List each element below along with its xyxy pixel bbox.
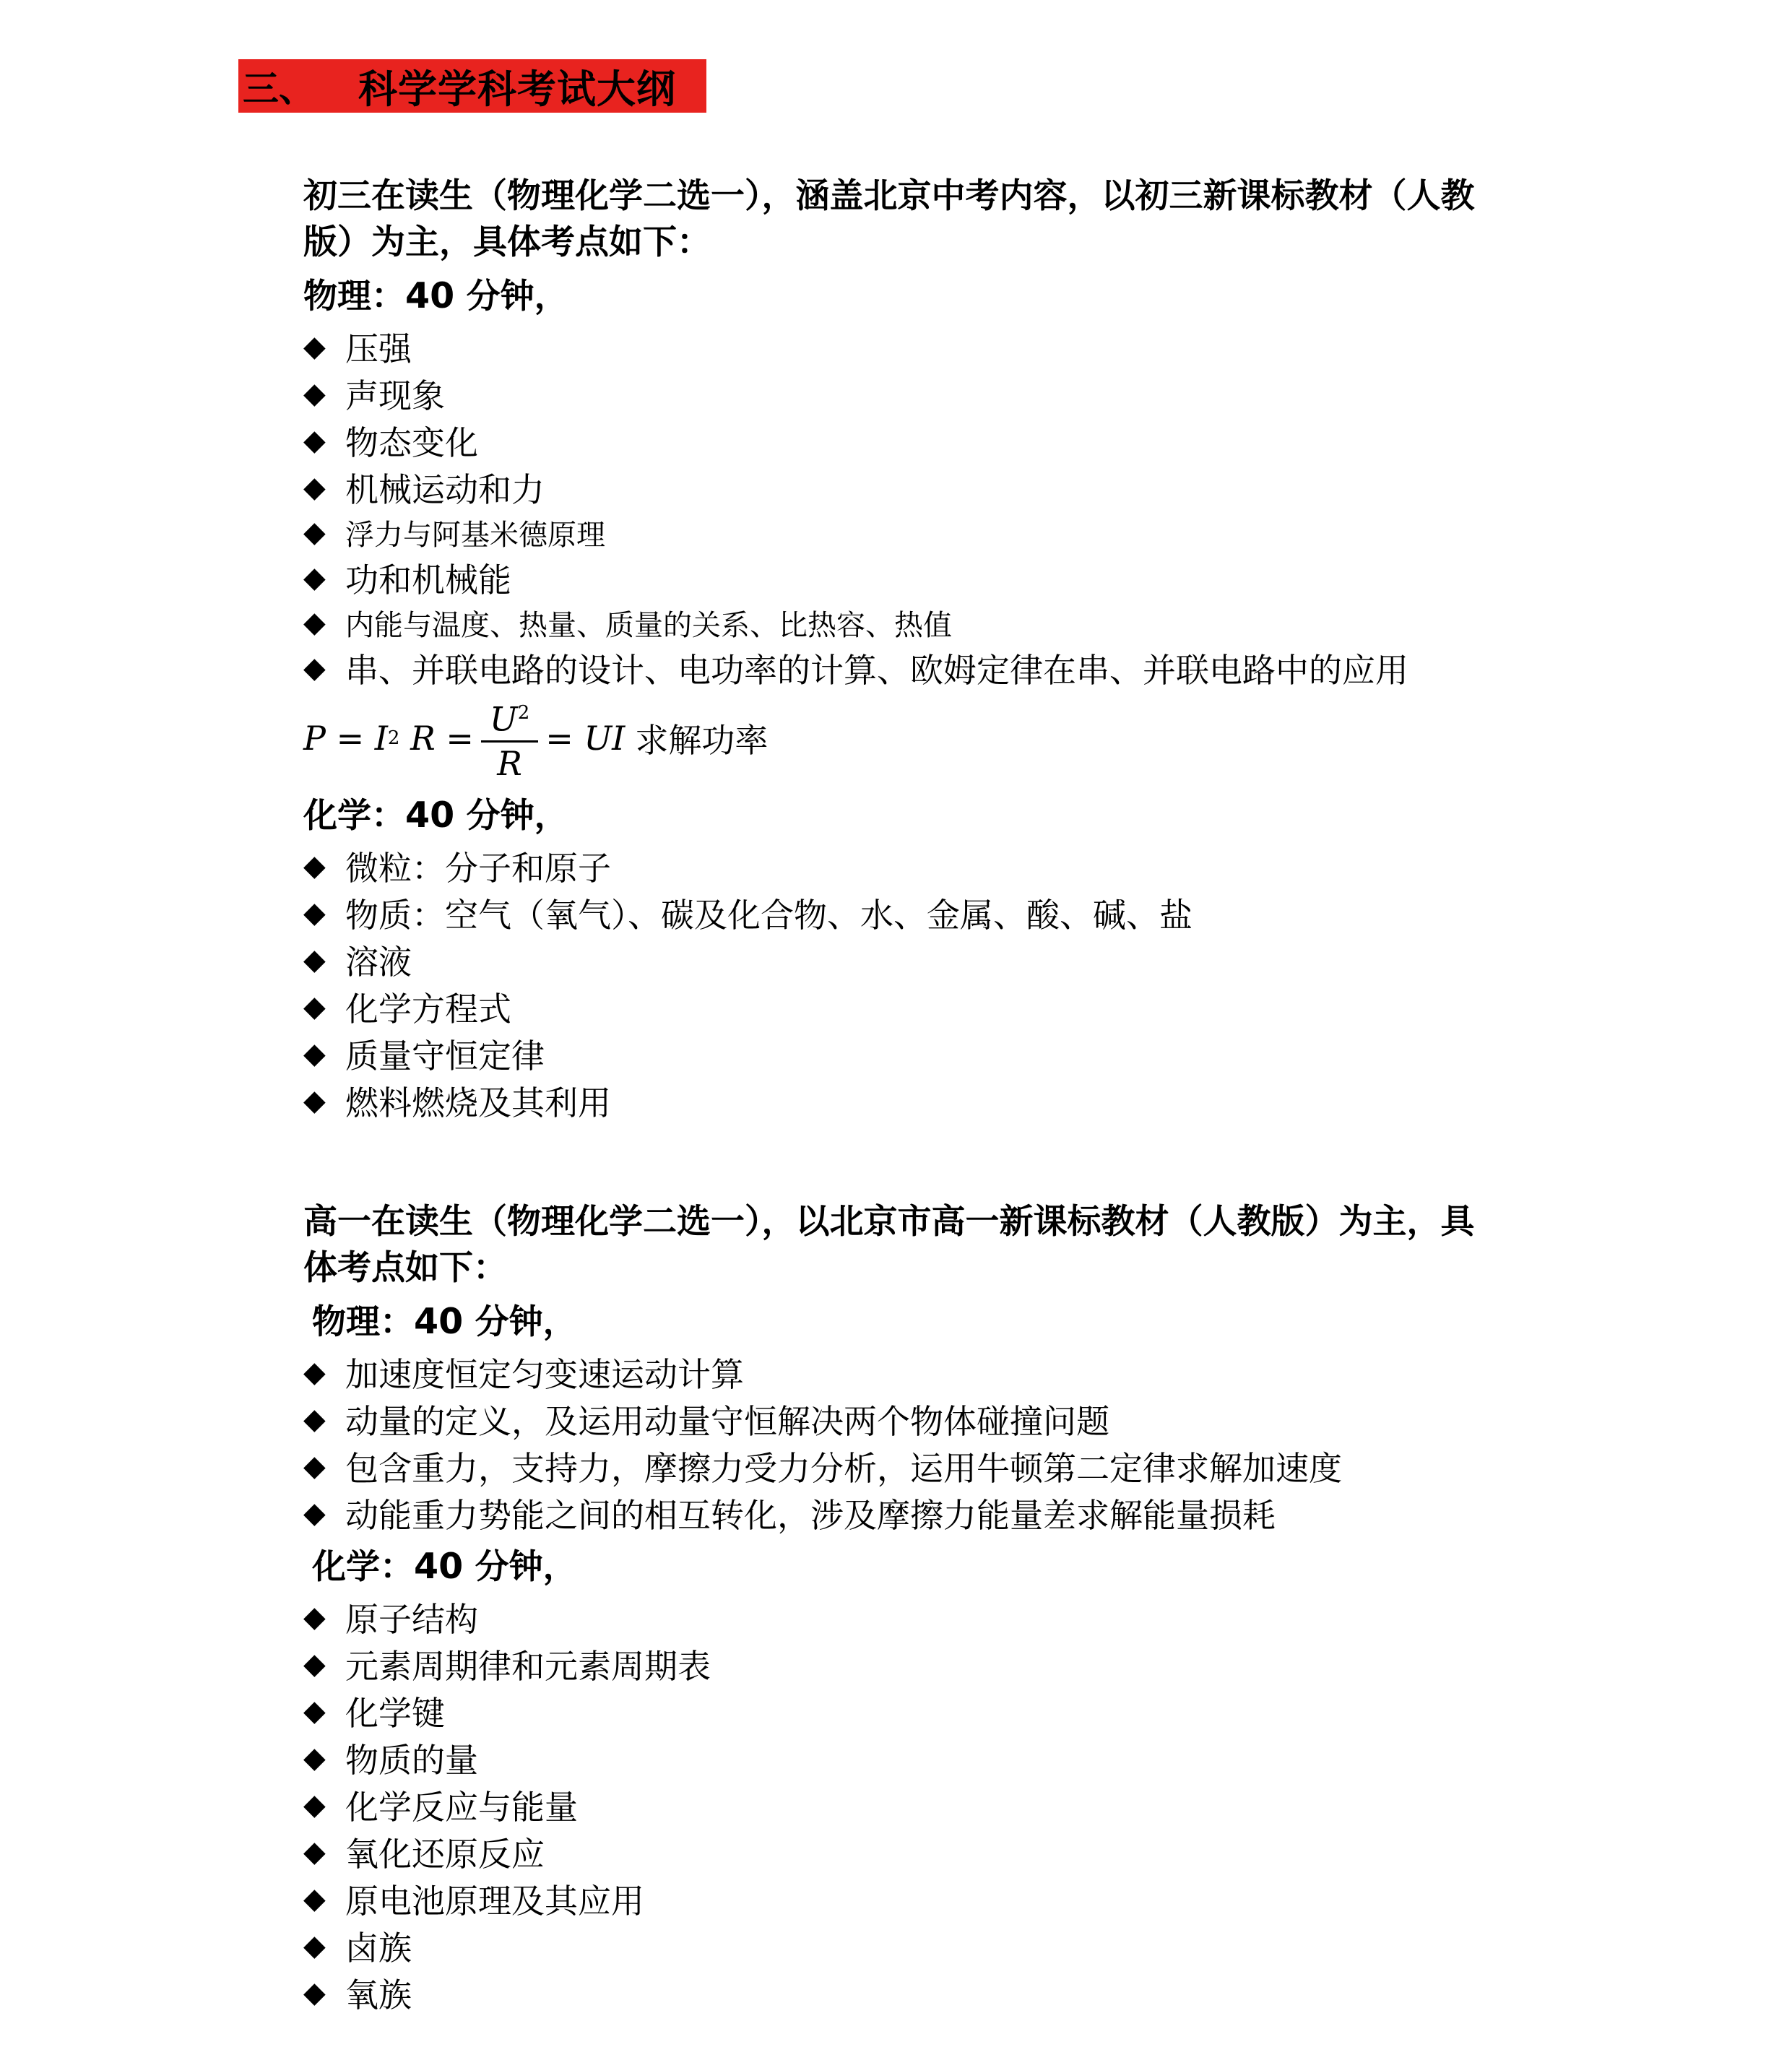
subject-minutes: 40 xyxy=(405,795,455,836)
list-item-text: 原电池原理及其应用 xyxy=(345,1881,644,1921)
grade9-intro-line1: 初三在读生（物理化学二选一），涵盖北京中考内容，以初三新课标教材（人教 xyxy=(303,176,1475,216)
list-item-text: 质量守恒定律 xyxy=(345,1036,545,1076)
list-item xyxy=(303,936,1589,983)
grade10-physics-list xyxy=(303,1349,1589,1536)
diamond-bullet-icon: ◆ xyxy=(303,1355,326,1389)
diamond-bullet-icon: ◆ xyxy=(303,423,326,457)
diamond-bullet-icon: ◆ xyxy=(303,651,326,685)
list-item xyxy=(303,1640,1589,1687)
list-item-text: 物态变化 xyxy=(345,423,478,462)
list-item-text: 氧族 xyxy=(345,1975,412,2014)
subject-label: 化学： xyxy=(303,796,405,836)
list-item-text: 包含重力，支持力，摩擦力受力分析，运用牛顿第二定律求解加速度 xyxy=(345,1448,1342,1488)
grade9-physics-heading xyxy=(303,273,1589,320)
subject-minutes: 40 xyxy=(414,1546,464,1587)
diamond-bullet-icon: ◆ xyxy=(303,470,326,504)
diamond-bullet-icon: ◆ xyxy=(303,329,326,363)
list-item xyxy=(303,1593,1589,1640)
heading-title: 科学学科考试大纲 xyxy=(358,66,676,112)
diamond-bullet-icon: ◆ xyxy=(303,990,326,1023)
list-item-text: 溶液 xyxy=(345,942,412,982)
diamond-bullet-icon: ◆ xyxy=(303,1835,326,1869)
list-item xyxy=(303,464,1589,511)
list-item xyxy=(303,889,1589,936)
formula-numerator xyxy=(481,692,538,742)
formula-u: U xyxy=(489,699,518,739)
list-item-text: 原子结构 xyxy=(345,1599,478,1639)
heading-number: 三、 xyxy=(243,68,315,110)
grade9-physics-list xyxy=(303,323,1589,691)
diamond-bullet-icon: ◆ xyxy=(303,1694,326,1728)
grade10-section xyxy=(303,1199,1589,2016)
diamond-bullet-icon: ◆ xyxy=(303,561,326,594)
grade10-intro-line2: 体考点如下： xyxy=(303,1248,507,1288)
diamond-bullet-icon: ◆ xyxy=(303,1975,326,2009)
diamond-bullet-icon: ◆ xyxy=(303,849,326,883)
list-item xyxy=(303,842,1589,889)
power-formula xyxy=(303,691,1589,785)
list-item-text: 卤族 xyxy=(345,1928,412,1968)
subject-minutes: 40 xyxy=(414,1301,464,1342)
list-item xyxy=(303,1442,1589,1489)
formula-exponent: 2 xyxy=(517,702,530,724)
formula-exponent: 2 xyxy=(387,727,400,749)
list-item xyxy=(303,511,1589,554)
diamond-bullet-icon: ◆ xyxy=(303,516,326,549)
list-item xyxy=(303,370,1589,417)
diamond-bullet-icon: ◆ xyxy=(303,376,326,410)
diamond-bullet-icon: ◆ xyxy=(303,1449,326,1483)
diamond-bullet-icon: ◆ xyxy=(303,896,326,930)
list-item xyxy=(303,1875,1589,1922)
subject-label: 化学： xyxy=(312,1547,414,1587)
list-item xyxy=(303,983,1589,1030)
grade9-chemistry-list xyxy=(303,842,1589,1124)
subject-suffix: 分钟， xyxy=(475,1547,577,1587)
grade9-intro-line2: 版）为主，具体考点如下： xyxy=(303,222,711,262)
formula-r: R = xyxy=(410,719,474,758)
grade10-physics-heading xyxy=(303,1299,1589,1346)
diamond-bullet-icon: ◆ xyxy=(303,1741,326,1775)
grade9-chemistry-heading xyxy=(303,792,1589,839)
subject-label: 物理： xyxy=(312,1302,414,1342)
list-item xyxy=(303,1489,1589,1536)
list-item xyxy=(303,1349,1589,1395)
list-item xyxy=(303,601,1589,644)
diamond-bullet-icon: ◆ xyxy=(303,943,326,977)
list-item-text: 物质的量 xyxy=(345,1740,478,1780)
list-item-text: 内能与温度、热量、质量的关系、比热容、热值 xyxy=(345,608,952,642)
list-item xyxy=(303,1030,1589,1077)
diamond-bullet-icon: ◆ xyxy=(303,1037,326,1070)
list-item-text: 物质：空气（氧气）、碳及化合物、水、金属、酸、碱、盐 xyxy=(345,895,1192,935)
list-item-text: 元素周期律和元素周期表 xyxy=(345,1646,711,1686)
list-item-text: 浮力与阿基米德原理 xyxy=(345,518,605,552)
list-item-text: 燃料燃烧及其利用 xyxy=(345,1083,611,1122)
list-item-text: 化学键 xyxy=(345,1693,445,1733)
diamond-bullet-icon: ◆ xyxy=(303,1600,326,1634)
list-item-text: 声现象 xyxy=(345,376,445,415)
diamond-bullet-icon: ◆ xyxy=(303,1402,326,1436)
formula-ui: = UI xyxy=(545,719,626,758)
list-item-text: 氧化还原反应 xyxy=(345,1834,545,1874)
list-item-text: 微粒：分子和原子 xyxy=(345,848,611,888)
list-item xyxy=(303,644,1589,691)
list-item xyxy=(303,1395,1589,1442)
subject-minutes: 40 xyxy=(405,275,455,316)
list-item xyxy=(303,1969,1589,2016)
list-item xyxy=(303,1687,1589,1734)
diamond-bullet-icon: ◆ xyxy=(303,1882,326,1916)
list-item xyxy=(303,1828,1589,1875)
formula-fraction xyxy=(481,692,538,784)
list-item-text: 化学反应与能量 xyxy=(345,1787,578,1827)
formula-p: P = I xyxy=(303,719,388,758)
grade10-chemistry-heading xyxy=(303,1544,1589,1591)
grade10-chemistry-list xyxy=(303,1593,1589,2016)
diamond-bullet-icon: ◆ xyxy=(303,1647,326,1681)
list-item-text: 加速度恒定匀变速运动计算 xyxy=(345,1354,744,1394)
grade10-intro-line1: 高一在读生（物理化学二选一），以北京市高一新课标教材（人教版）为主，具 xyxy=(303,1202,1475,1242)
list-item-text: 动能重力势能之间的相互转化，涉及摩擦力能量差求解能量损耗 xyxy=(345,1495,1276,1535)
subject-suffix: 分钟， xyxy=(466,277,568,316)
formula-caption: 求解功率 xyxy=(635,721,769,760)
diamond-bullet-icon: ◆ xyxy=(303,1929,326,1962)
list-item-text: 功和机械能 xyxy=(345,560,511,600)
list-item xyxy=(303,1077,1589,1124)
list-item-text: 机械运动和力 xyxy=(345,469,545,509)
formula-denominator: R xyxy=(497,743,522,783)
diamond-bullet-icon: ◆ xyxy=(303,606,326,639)
list-item xyxy=(303,1781,1589,1828)
grade9-section xyxy=(303,173,1589,1124)
list-item-text: 动量的定义，及运用动量守恒解决两个物体碰撞问题 xyxy=(345,1401,1109,1441)
diamond-bullet-icon: ◆ xyxy=(303,1496,326,1530)
list-item xyxy=(303,417,1589,464)
subject-suffix: 分钟， xyxy=(466,796,568,836)
list-item xyxy=(303,1734,1589,1781)
list-item xyxy=(303,323,1589,370)
list-item-text: 压强 xyxy=(345,329,412,368)
list-item xyxy=(303,1922,1589,1969)
subject-suffix: 分钟， xyxy=(475,1302,577,1342)
list-item-text: 串、并联电路的设计、电功率的计算、欧姆定律在串、并联电路中的应用 xyxy=(345,650,1408,690)
section-heading xyxy=(238,59,706,113)
subject-label: 物理： xyxy=(303,277,405,316)
list-item-text: 化学方程式 xyxy=(345,989,511,1029)
list-item xyxy=(303,554,1589,601)
diamond-bullet-icon: ◆ xyxy=(303,1083,326,1117)
diamond-bullet-icon: ◆ xyxy=(303,1788,326,1822)
